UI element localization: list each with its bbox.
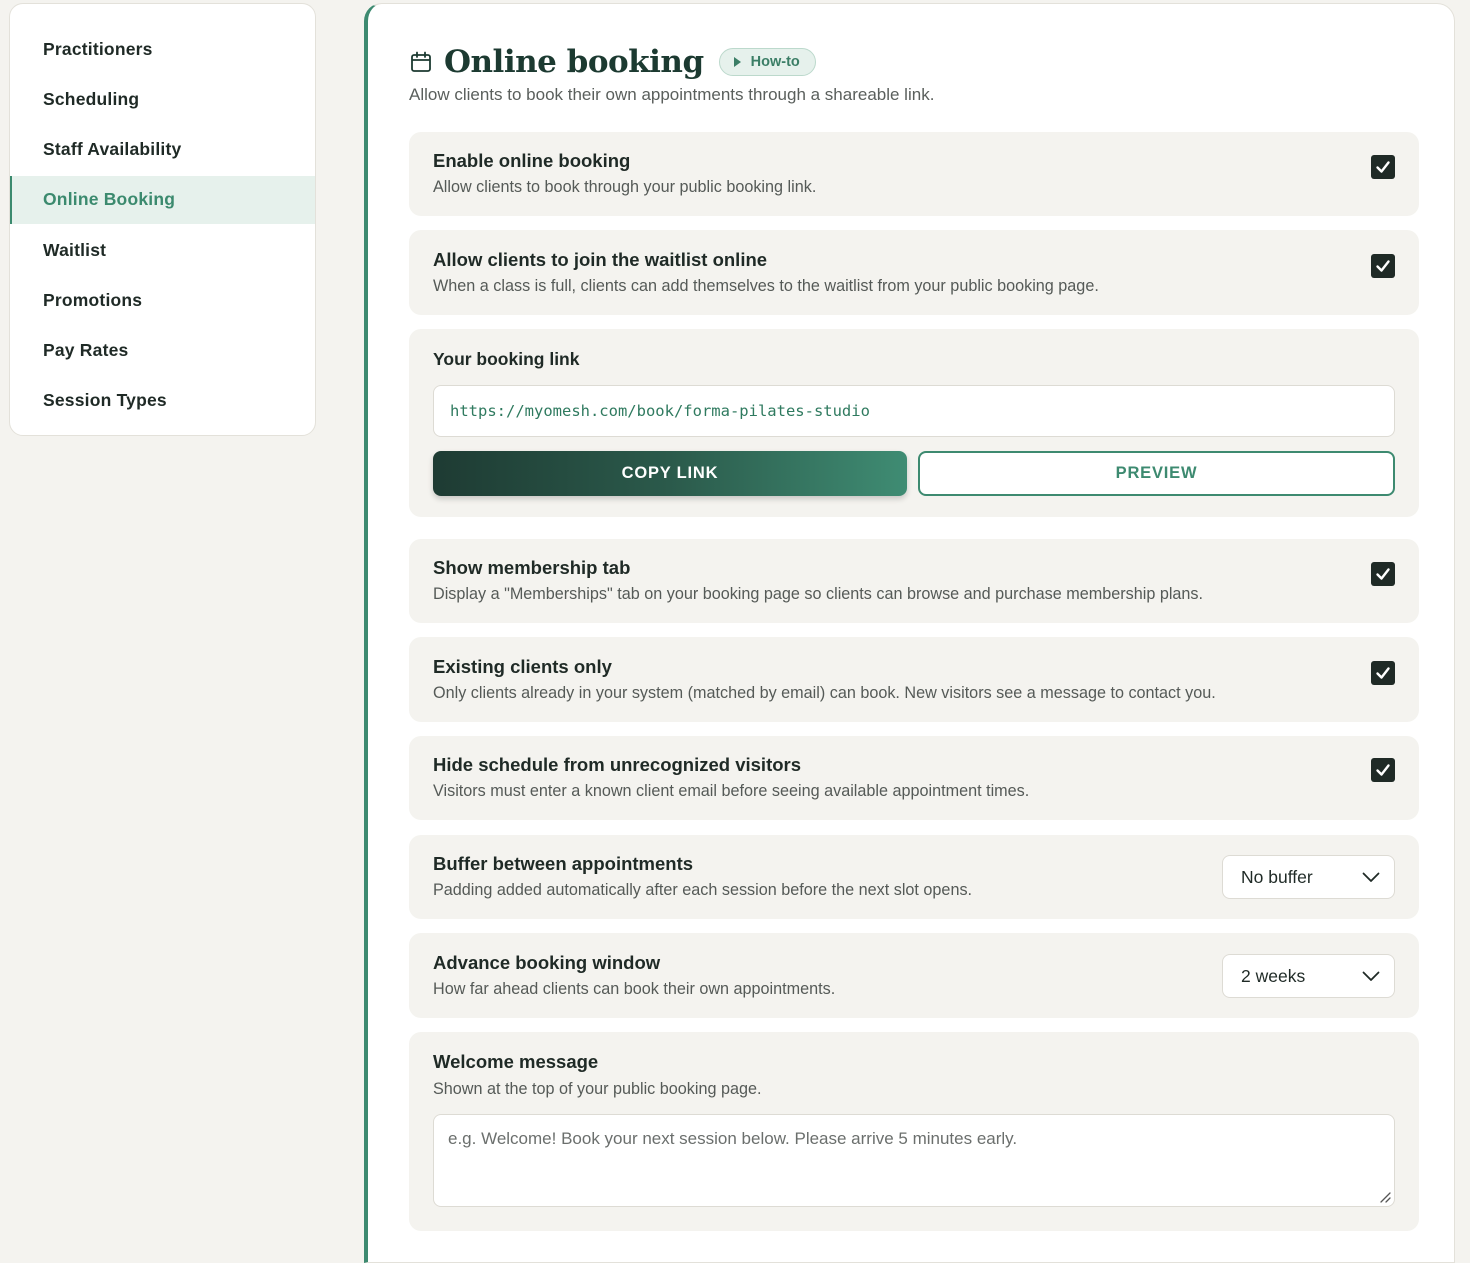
welcome-message-title: Welcome message [433, 1051, 599, 1072]
checkmark-icon [1375, 762, 1391, 778]
preview-button[interactable]: PREVIEW [918, 451, 1395, 496]
page-subtitle: Allow clients to book their own appointments through a shareable link. [409, 85, 935, 104]
howto-button[interactable] [719, 48, 816, 76]
welcome-message-desc: Shown at the top of your public booking page. [433, 1080, 762, 1098]
hide-schedule-title: Hide schedule from unrecognized visitors [433, 754, 802, 775]
hide-schedule-checkbox[interactable] [1371, 758, 1395, 782]
buffer-desc: Padding added automatically after each session before the next slot opens. [433, 881, 973, 899]
hide-schedule-desc: Visitors must enter a known client email before seeing available appointment times. [433, 782, 1030, 800]
waitlist-online-checkbox[interactable] [1371, 254, 1395, 278]
sidebar-item-scheduling[interactable]: Scheduling [43, 88, 140, 109]
advance-window-desc: How far ahead clients can book their own appointments. [433, 980, 836, 998]
checkmark-icon [1375, 258, 1391, 274]
sidebar-item-pay-rates[interactable]: Pay Rates [43, 340, 129, 361]
membership-tab-card [409, 539, 1419, 623]
sidebar-item-session-types[interactable]: Session Types [43, 390, 167, 411]
chevron-down-icon [1362, 870, 1380, 884]
existing-clients-card [409, 637, 1419, 722]
checkmark-icon [1375, 665, 1391, 681]
welcome-message-textarea[interactable] [433, 1114, 1395, 1207]
sidebar-item-online-booking[interactable]: Online Booking [9, 176, 315, 224]
buffer-select[interactable] [1222, 855, 1395, 899]
checkmark-icon [1375, 159, 1391, 175]
sidebar-item-waitlist[interactable]: Waitlist [43, 239, 107, 260]
calendar-icon [410, 51, 432, 73]
enable-online-booking-card [409, 132, 1419, 216]
existing-clients-checkbox[interactable] [1371, 661, 1395, 685]
membership-tab-desc: Display a "Memberships" tab on your booking page so clients can browse and purchase membership plans. [433, 585, 1204, 603]
hide-schedule-card [409, 736, 1419, 820]
waitlist-online-title: Allow clients to join the waitlist online [433, 249, 768, 270]
welcome-message-placeholder: e.g. Welcome! Book your next session below. Please arrive 5 minutes early. [448, 1129, 1018, 1148]
page-title: Online booking [444, 44, 704, 80]
online-booking-panel [364, 3, 1455, 1263]
membership-tab-checkbox[interactable] [1371, 562, 1395, 586]
page-header [410, 44, 816, 80]
sidebar-item-promotions[interactable]: Promotions [43, 289, 143, 310]
advance-window-card [409, 933, 1419, 1018]
resize-grip-icon[interactable] [1377, 1189, 1391, 1203]
settings-sidebar [9, 3, 316, 436]
buffer-select-value: No buffer [1241, 866, 1313, 887]
buffer-title: Buffer between appointments [433, 853, 694, 874]
booking-link-field[interactable]: https://myomesh.com/book/forma-pilates-studio [433, 385, 1395, 437]
enable-online-booking-desc: Allow clients to book through your public booking link. [433, 178, 817, 196]
enable-online-booking-title: Enable online booking [433, 150, 631, 171]
copy-link-button[interactable]: COPY LINK [433, 451, 907, 496]
play-icon [734, 57, 741, 67]
chevron-down-icon [1362, 969, 1380, 983]
advance-window-select[interactable] [1222, 954, 1395, 998]
sidebar-item-staff-availability[interactable]: Staff Availability [43, 139, 182, 160]
waitlist-online-card [409, 230, 1419, 315]
buffer-card [409, 835, 1419, 919]
welcome-message-card [409, 1032, 1419, 1231]
enable-online-booking-checkbox[interactable] [1371, 155, 1395, 179]
advance-window-title: Advance booking window [433, 952, 661, 973]
booking-link-card [409, 329, 1419, 517]
howto-label: How-to [750, 54, 800, 70]
sidebar-item-practitioners[interactable]: Practitioners [43, 38, 153, 59]
existing-clients-title: Existing clients only [433, 656, 612, 677]
existing-clients-desc: Only clients already in your system (matched by email) can book. New visitors see a message to contact you. [433, 684, 1216, 702]
checkmark-icon [1375, 566, 1391, 582]
waitlist-online-desc: When a class is full, clients can add themselves to the waitlist from your public booking page. [433, 277, 1099, 295]
booking-link-title: Your booking link [433, 349, 580, 369]
membership-tab-title: Show membership tab [433, 557, 631, 578]
advance-window-select-value: 2 weeks [1241, 965, 1306, 986]
